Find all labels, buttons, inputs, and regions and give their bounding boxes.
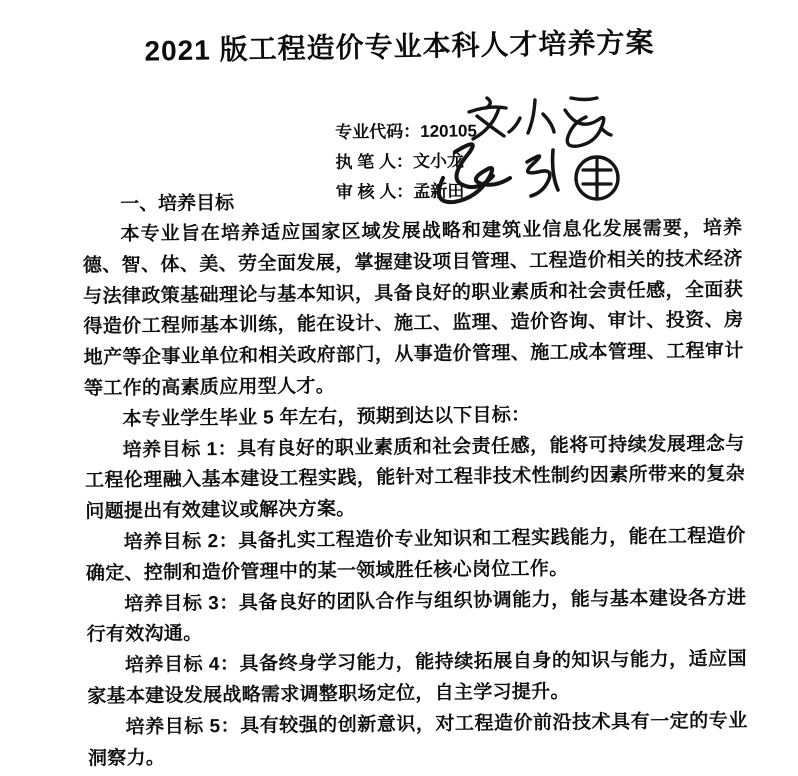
reviewer-label: 审 核 人： — [335, 182, 414, 202]
paragraph-grad-intro: 本专业学生毕业 5 年左右，预期到达以下目标： — [122, 404, 531, 430]
paragraph-objective-5: 培养目标 5：具有较强的创新意识，对工程造价前沿技术具有一定的专业洞察力。 — [87, 710, 748, 770]
document-meta-block — [297, 83, 798, 202]
section-heading: 一、培养目标 — [120, 192, 235, 216]
paragraph-overview: 本专业旨在培养适应国家区域发展战略和建筑业信息化发展需要，培养德、智、体、美、劳全面发展，掌握建设项目管理、工程造价相关的技术经济与法律政策基础理论与基本知识，具备良好的职业素质和社会责任感，全面获得造价工程师基本训练，能在设计、施工、监理、造价咨询、审计、投资、房地产等企事业单位和相关政府部门，从事造价管理、施工成本管理、工程审计等工作的高素质应用型人才。 — [82, 217, 744, 400]
major-code-label: 专业代码： — [335, 121, 421, 142]
writer-value: 文小龙 — [412, 151, 465, 172]
paragraph-objective-2: 培养目标 2：具备扎实工程造价专业知识和工程实践能力，能在工程造价确定、控制和造价管理中的某一领域胜任核心岗位工作。 — [85, 525, 746, 585]
paragraph-objective-3: 培养目标 3：具备良好的团队合作与组织协调能力，能与基本建设各方进行有效沟通。 — [86, 587, 747, 646]
paragraph-objective-4: 培养目标 4：具备终身学习能力，能持续拓展自身的知识与能力，适应国家基本建设发展战略需求调整职场定位，自主学习提升。 — [87, 648, 748, 708]
reviewer-value: 孟新田 — [413, 181, 465, 202]
major-code-value: 120105 — [420, 121, 478, 141]
section-training-objectives — [82, 184, 748, 775]
document-title: 2021 版工程造价专业本科人才培养方案 — [144, 26, 655, 67]
paragraph-objective-1: 培养目标 1：具有良好的职业素质和社会责任感，能将可持续发展理念与工程伦理融入基本建设工程实践，能针对工程非技术性制约因素所带来的复杂问题提出有效建议或解决方案。 — [84, 433, 746, 523]
writer-label: 执 笔 人： — [335, 152, 414, 172]
